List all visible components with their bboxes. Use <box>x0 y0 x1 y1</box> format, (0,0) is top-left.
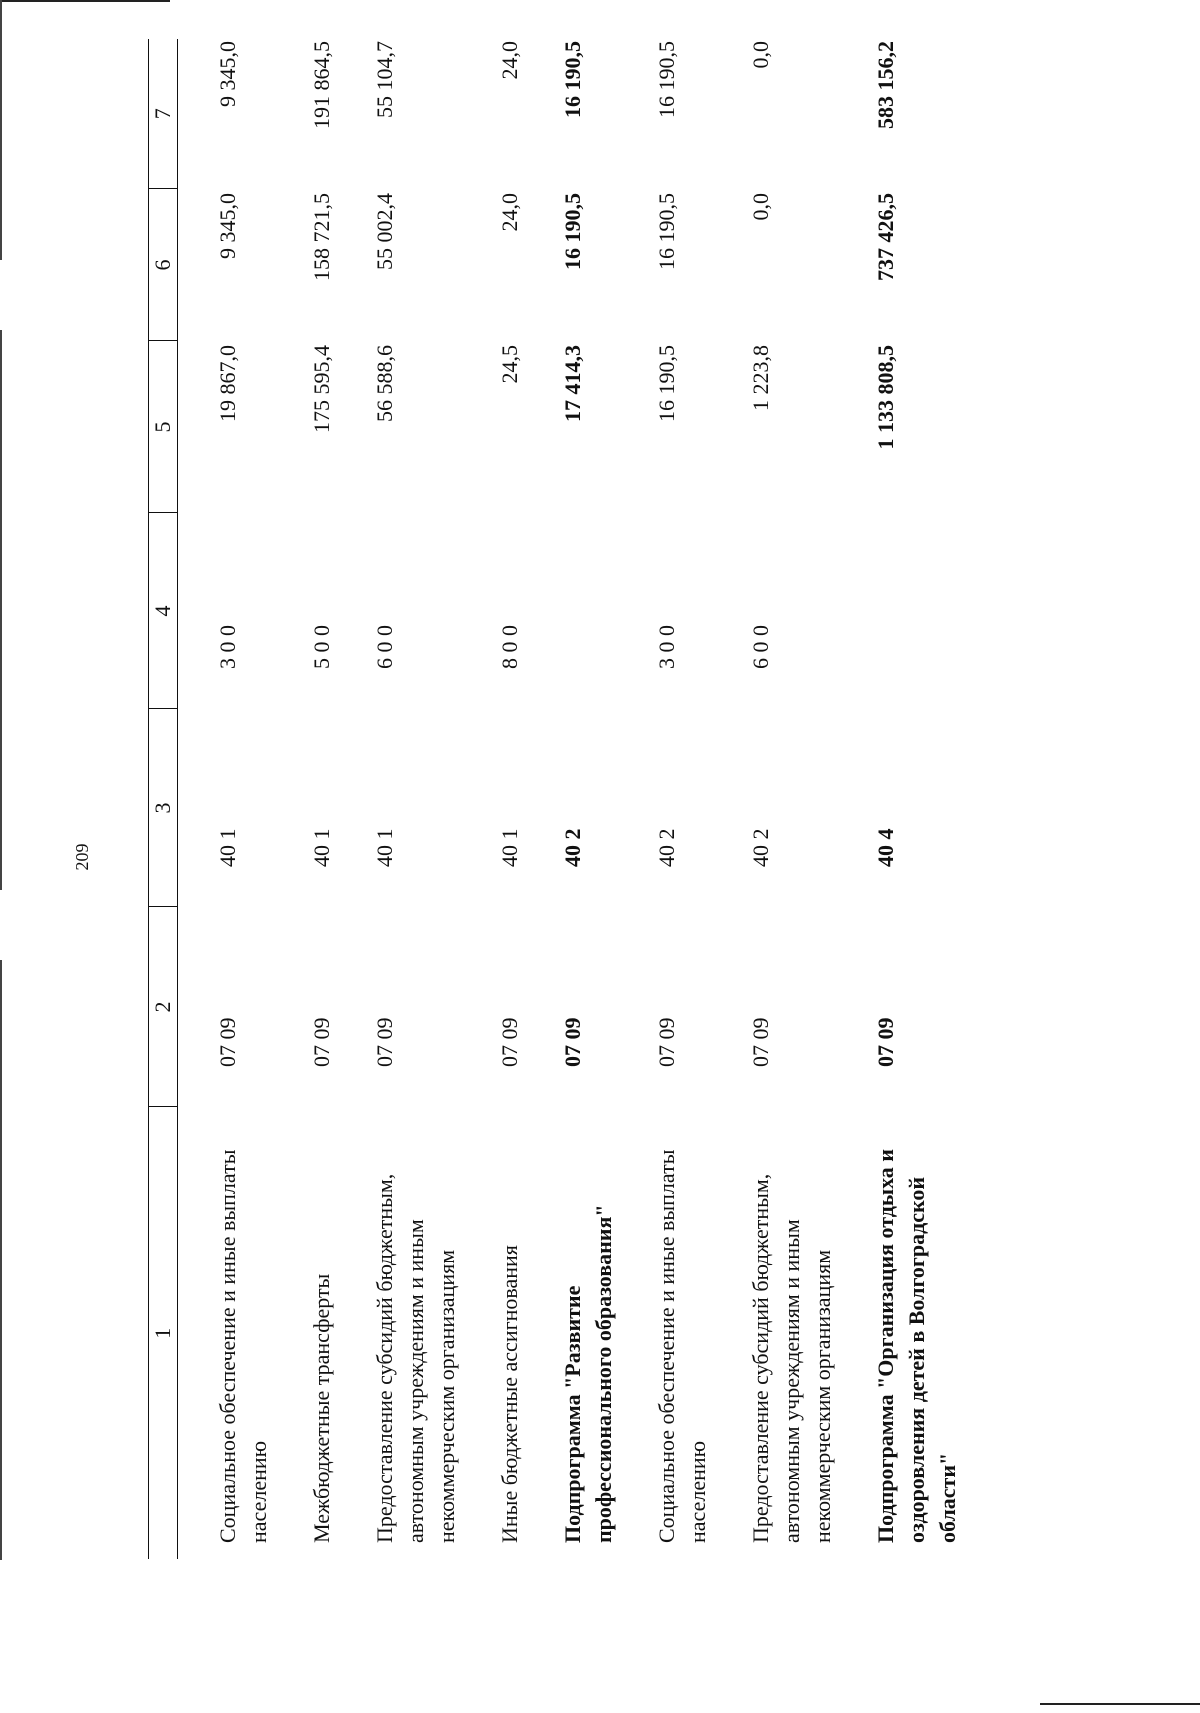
expense-type-code: 3 0 0 <box>215 625 240 669</box>
budget-table <box>148 39 995 1559</box>
row-name: Предоставление субсидий бюджетным, автономным учреждениям и иным некоммерческим организациям <box>372 1173 459 1543</box>
value-col6: 9 345,0 <box>215 193 240 259</box>
table-row <box>494 39 557 1559</box>
value-col6: 158 721,5 <box>309 193 334 281</box>
column-header: 5 <box>149 341 178 513</box>
expense-type-code: 8 0 0 <box>497 625 522 669</box>
value-col5: 17 414,3 <box>560 345 585 422</box>
budget-table-frame <box>148 39 995 1559</box>
section-code: 07 09 <box>497 1017 522 1067</box>
page-number: 209 <box>72 843 92 871</box>
table-header-row <box>149 39 178 1559</box>
value-col7: 191 864,5 <box>309 41 334 129</box>
row-name: Предоставление субсидий бюджетным, автономным учреждениям и иным некоммерческим организациям <box>748 1173 835 1543</box>
section-code: 07 09 <box>372 1017 397 1067</box>
target-code: 40 1 <box>215 828 240 867</box>
value-col6: 16 190,5 <box>654 193 679 270</box>
value-col7: 24,0 <box>497 41 522 80</box>
target-code: 40 1 <box>309 828 334 867</box>
expense-type-code: 6 0 0 <box>372 625 397 669</box>
value-col5: 16 190,5 <box>654 345 679 422</box>
expense-type-code: 6 0 0 <box>748 625 773 669</box>
table-row <box>651 39 745 1559</box>
section-code: 07 09 <box>215 1017 240 1067</box>
target-code: 40 1 <box>497 828 522 867</box>
value-col7: 9 345,0 <box>215 41 240 107</box>
row-name: Межбюджетные трансферты <box>309 1273 334 1543</box>
section-code: 07 09 <box>560 1017 585 1067</box>
expense-type-code <box>557 513 651 709</box>
row-name: Иные бюджетные ассигнования <box>497 1245 522 1543</box>
target-code: 40 1 <box>372 828 397 867</box>
value-col5: 56 588,6 <box>372 345 397 422</box>
column-header: 4 <box>149 513 178 709</box>
table-row-subprogram <box>870 39 995 1559</box>
section-code: 07 09 <box>873 1017 898 1067</box>
value-col7: 16 190,5 <box>654 41 679 118</box>
value-col5: 24,5 <box>497 345 522 384</box>
value-col6: 0,0 <box>748 193 773 221</box>
section-code: 07 09 <box>748 1017 773 1067</box>
target-code: 40 2 <box>654 828 679 867</box>
column-header: 6 <box>149 189 178 341</box>
expense-type-code <box>870 513 995 709</box>
target-code: 40 2 <box>560 828 585 867</box>
section-code: 07 09 <box>309 1017 334 1067</box>
table-row <box>178 39 307 1559</box>
row-name: Подпрограмма "Организация отдыха и оздоровления детей в Волгоградской области" <box>873 1149 960 1543</box>
value-col7: 0,0 <box>748 41 773 69</box>
target-code: 40 4 <box>873 828 898 867</box>
value-col5: 1 133 808,5 <box>873 345 898 450</box>
value-col6: 24,0 <box>497 193 522 232</box>
row-name: Подпрограмма "Развитие профессионального образования" <box>560 1204 616 1543</box>
value-col6: 16 190,5 <box>560 193 585 270</box>
row-name: Социальное обеспечение и иные выплаты населению <box>654 1149 710 1543</box>
value-col5: 19 867,0 <box>215 345 240 422</box>
column-header: 3 <box>149 709 178 907</box>
row-name: Социальное обеспечение и иные выплаты населению <box>215 1149 271 1543</box>
expense-type-code: 5 0 0 <box>309 625 334 669</box>
column-header: 7 <box>149 39 178 189</box>
value-col5: 175 595,4 <box>309 345 334 433</box>
expense-type-code: 3 0 0 <box>654 625 679 669</box>
table-row <box>745 39 870 1559</box>
table-row <box>369 39 494 1559</box>
table-row <box>306 39 369 1559</box>
target-code: 40 2 <box>748 828 773 867</box>
value-col7: 16 190,5 <box>560 41 585 118</box>
column-header: 1 <box>149 1107 178 1559</box>
value-col7: 583 156,2 <box>873 41 898 129</box>
table-row-subprogram <box>557 39 651 1559</box>
value-col6: 55 002,4 <box>372 193 397 270</box>
value-col6: 737 426,5 <box>873 193 898 281</box>
column-header: 2 <box>149 907 178 1107</box>
value-col7: 55 104,7 <box>372 41 397 118</box>
value-col5: 1 223,8 <box>748 345 773 411</box>
section-code: 07 09 <box>654 1017 679 1067</box>
